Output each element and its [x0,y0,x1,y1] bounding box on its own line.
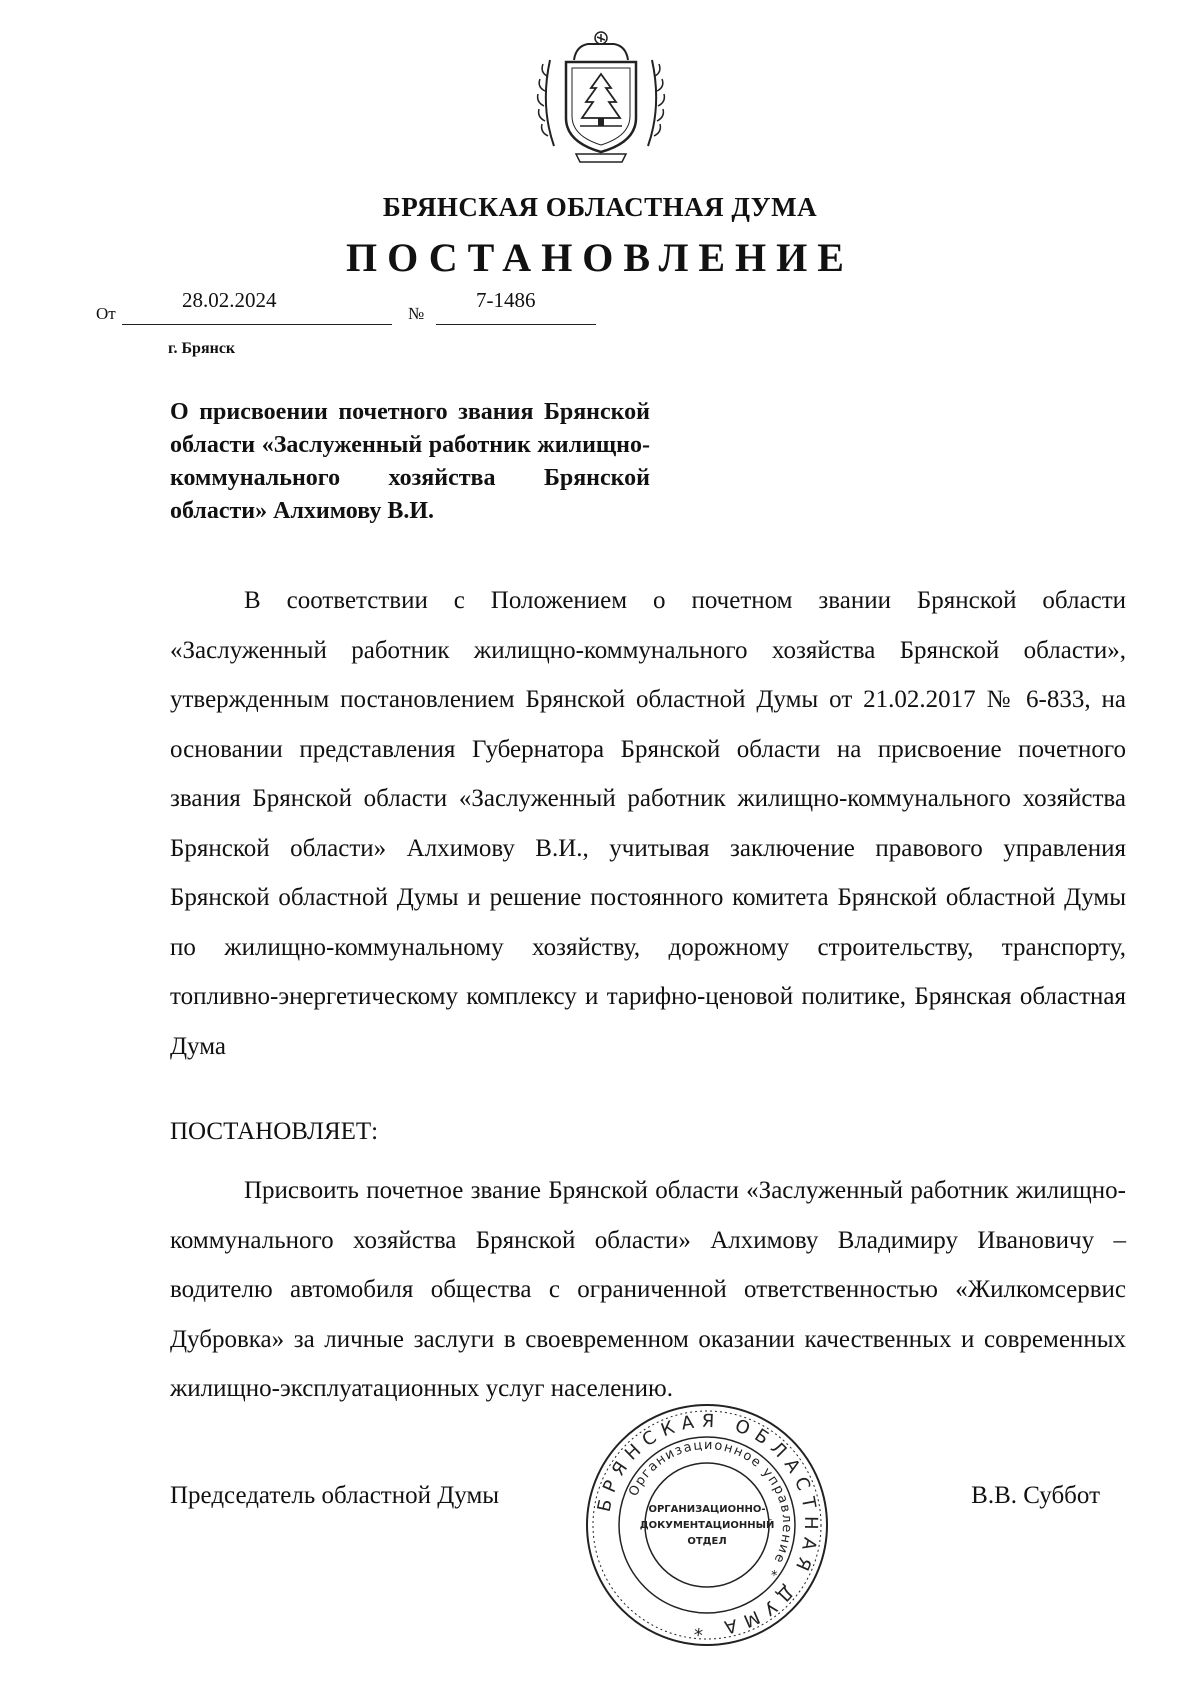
date-field [122,288,392,325]
number-field [436,288,596,325]
document-number: 7-1486 [476,288,536,312]
date-label: От [96,304,116,323]
svg-text:ДОКУМЕНТАЦИОННЫЙ: ДОКУМЕНТАЦИОННЫЙ [639,1520,775,1531]
document-subject: О присвоении почетного звания Брянской области «Заслуженный работник жилищно-коммунального хозяйства Брянской области» Алхимову В.И. [170,399,650,524]
svg-text:ОРГАНИЗАЦИОННО-: ОРГАНИЗАЦИОННО- [648,1504,766,1515]
organization-name: БРЯНСКАЯ ОБЛАСТНАЯ ДУМА [382,192,818,222]
city-label: г. Брянск [168,340,236,357]
signatory-title: Председатель областной Думы [170,1482,500,1509]
signatory-name: В.В. Суббот [971,1482,1100,1509]
resolves-heading: ПОСТАНОВЛЯЕТ: [170,1118,379,1145]
official-stamp [582,1400,832,1650]
svg-text:Организационное управление *: Организационное управление * [626,1437,795,1580]
number-label: № [408,304,425,323]
coat-of-arms-emblem [536,26,666,166]
svg-text:ОТДЕЛ: ОТДЕЛ [687,1536,727,1547]
svg-text:БРЯНСКАЯ ОБЛАСТНАЯ ДУМА *: БРЯНСКАЯ ОБЛАСТНАЯ ДУМА * [593,1410,822,1640]
preamble-paragraph: В соответствии с Положением о почетном звании Брянской области «Заслуженный работник жилищно-коммунального хозяйства Брянской области», утвержденным постановлением Брянской областной Думы от 21.02.2017 № 6-833, на основании представления Губернатора Брянской области на присвоение почетного звания Брянской области «Заслуженный работник жилищно-коммунального хозяйства Брянской области» Алхимову В.И., учитывая заключение правового управления Брянской областной Думы и решение постоянного комитета Брянской областной Думы по жилищно-коммунальному хозяйству, дорожному строительству, транспорту, топливно-энергетическому комплексу и тарифно-ценовой политике, Брянская областная Дума [170,587,1126,1060]
resolution-paragraph: Присвоить почетное звание Брянской области «Заслуженный работник жилищно-коммунального хозяйства Брянской области» Алхимову Владимиру Ивановичу – водителю автомобиля общества с ограниченной ответственностью «Жилкомсервис Дубровка» за личные заслуги в своевременном оказании качественных и современных жилищно-эксплуатационных услуг населению. [170,1177,1126,1402]
document-type-title: ПОСТАНОВЛЕНИЕ [346,235,854,280]
document-date: 28.02.2024 [182,288,277,312]
